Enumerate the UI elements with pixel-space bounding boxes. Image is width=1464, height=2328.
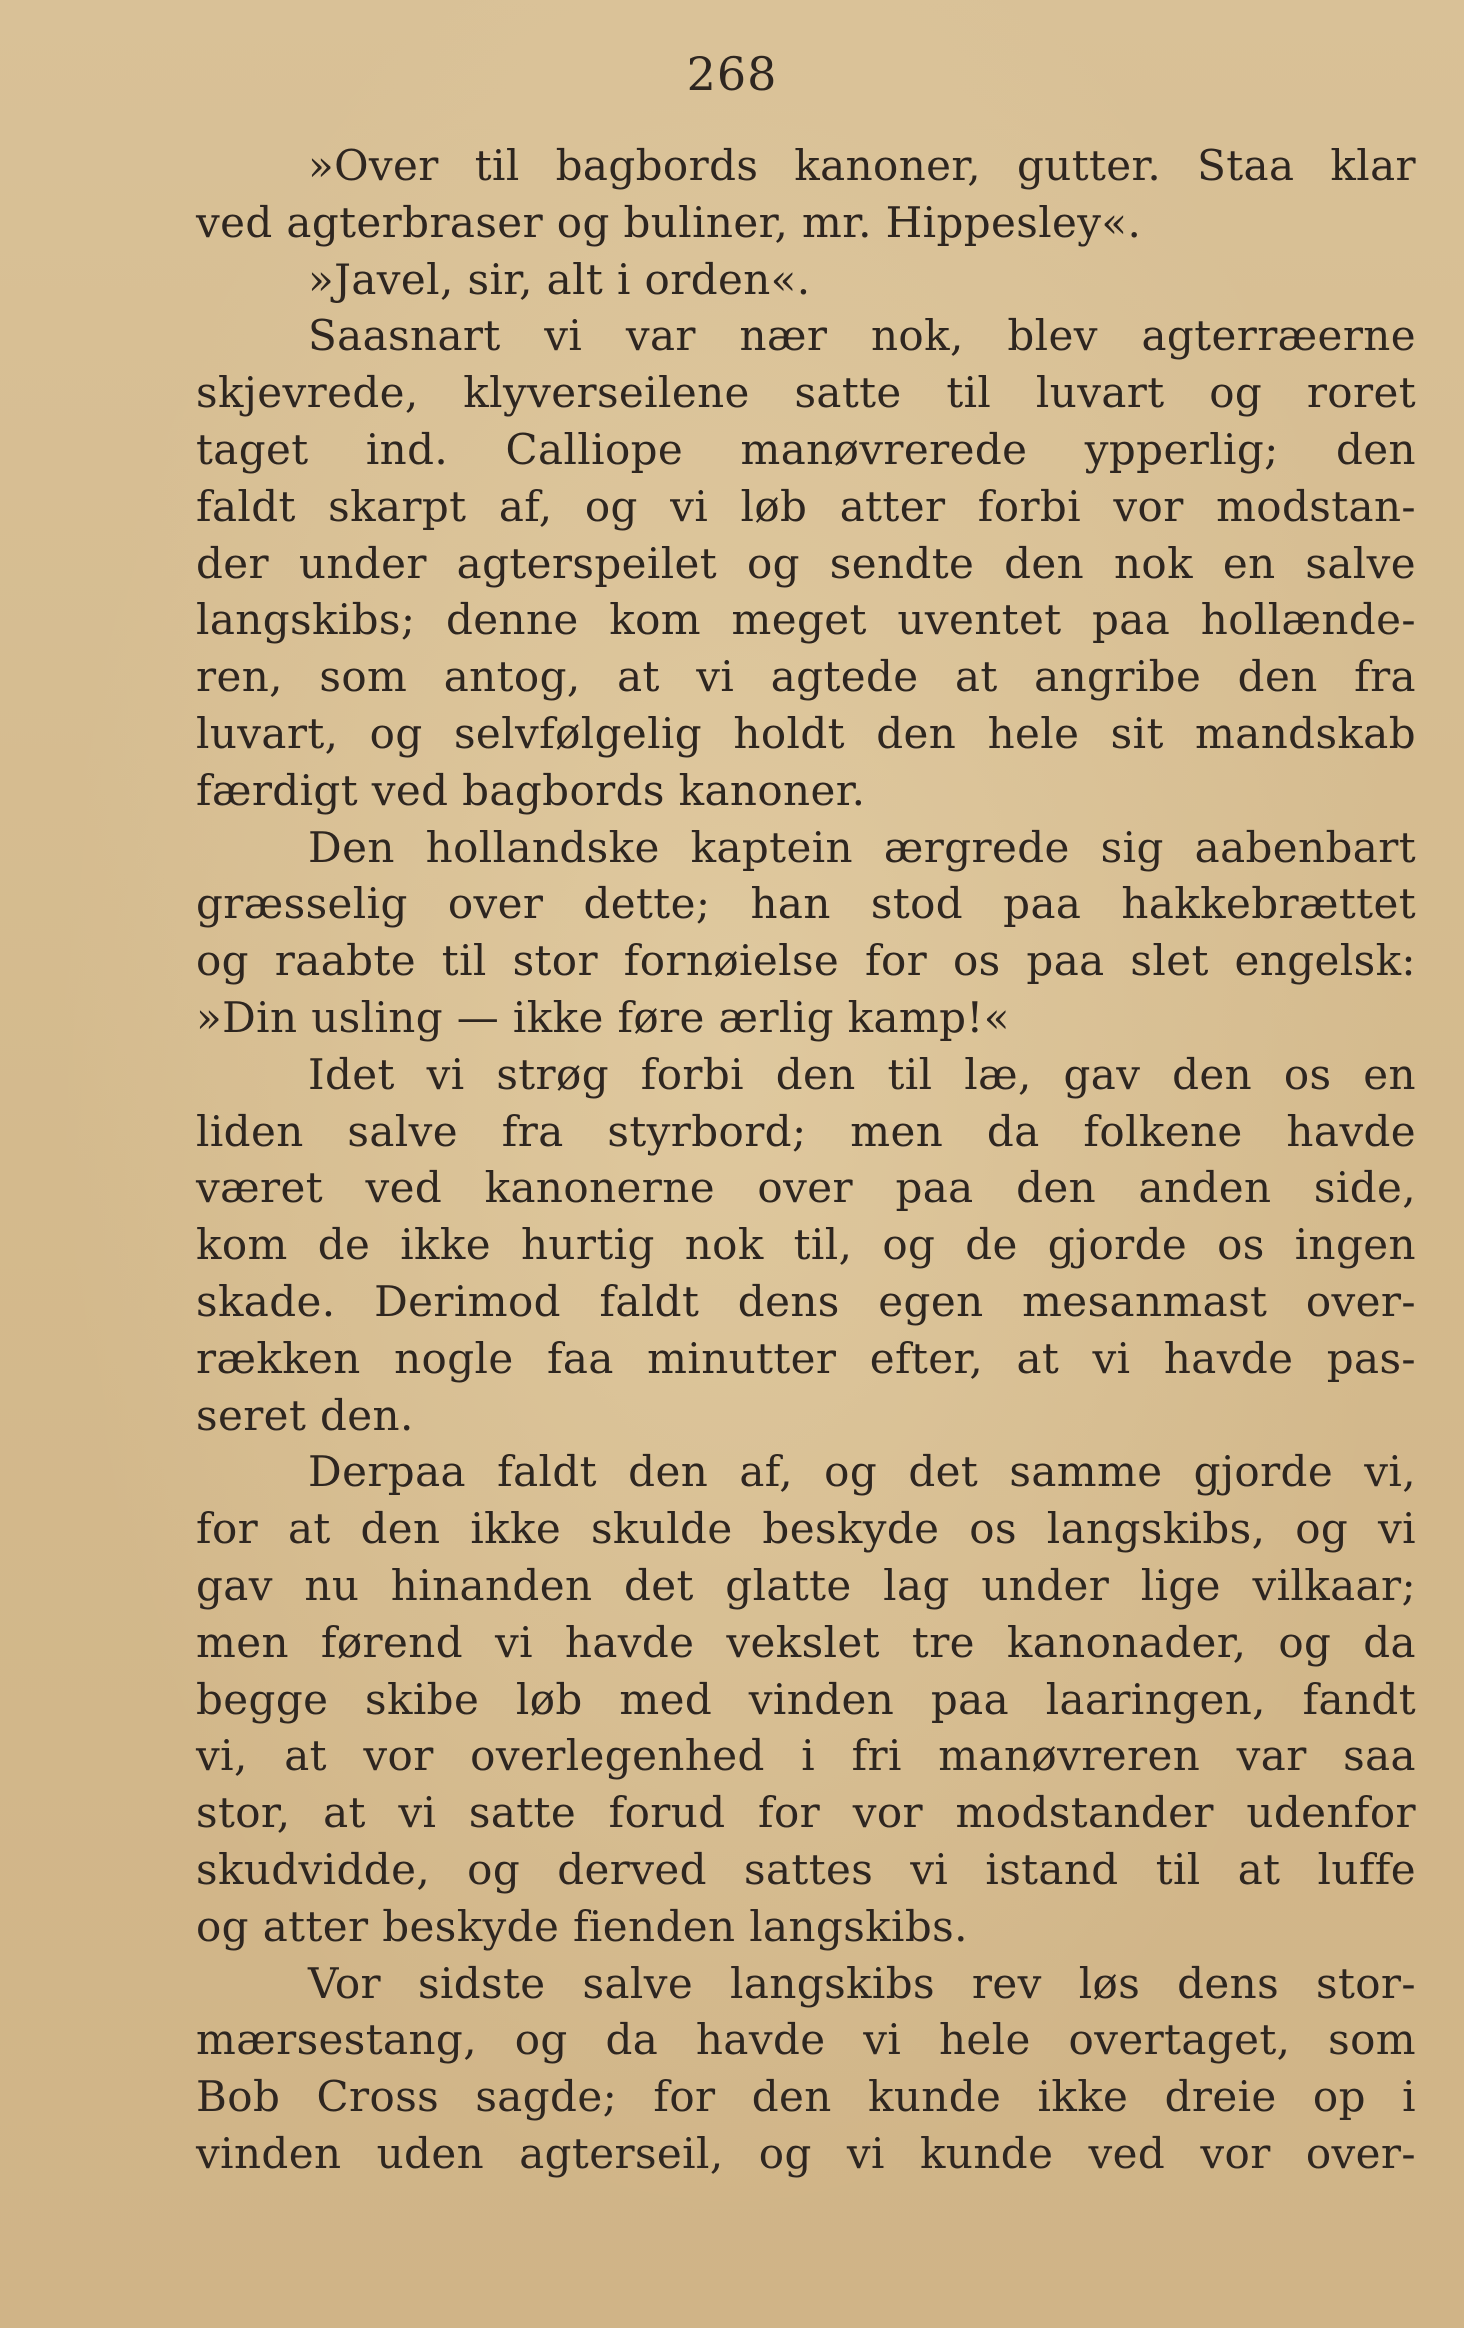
text-line: der under agterspeilet og sendte den nok en salve xyxy=(196,538,1416,588)
text-line: »Over til bagbords kanoner, gutter. Staa klar xyxy=(308,141,1416,190)
text-line: skade. Derimod faldt dens egen mesanmast over- xyxy=(196,1276,1416,1326)
text-line: ved agterbraser og buliner, mr. Hippesley«. xyxy=(196,197,1142,247)
text-line: »Javel, sir, alt i orden«. xyxy=(308,254,811,304)
text-line: taget ind. Calliope manøvrerede ypperlig; den xyxy=(196,424,1416,474)
text-line: ren, som antog, at vi agtede at angribe den fra xyxy=(196,652,1416,702)
text-line: begge skibe løb med vinden paa laaringen, fandt xyxy=(196,1674,1416,1724)
text-line: vinden uden agterseil, og vi kunde ved vor over- xyxy=(196,2128,1416,2178)
text-line: Bob Cross sagde; for den kunde ikke dreie op i xyxy=(196,2072,1416,2122)
text-line: vi, at vor overlegenhed i fri manøvreren var saa xyxy=(196,1731,1416,1781)
text-line: faldt skarpt af, og vi løb atter forbi vor modstan- xyxy=(196,481,1416,531)
text-line: Idet vi strøg forbi den til læ, gav den os en xyxy=(308,1049,1416,1099)
text-line: liden salve fra styrbord; men da folkene havde xyxy=(196,1106,1416,1156)
text-line: mærsestang, og da havde vi hele overtaget, som xyxy=(196,2015,1416,2065)
text-line: for at den ikke skulde beskyde os langskibs, og vi xyxy=(196,1504,1416,1554)
text-line: og atter beskyde fienden langskibs. xyxy=(196,1901,968,1951)
text-line: langskibs; denne kom meget uventet paa hollænde- xyxy=(196,595,1416,645)
text-line: gav nu hinanden det glatte lag under lige vilkaar; xyxy=(196,1560,1416,1610)
text-line: luvart, og selvfølgelig holdt den hele sit mandskab xyxy=(196,708,1416,758)
text-line: rækken nogle faa minutter efter, at vi havde pas- xyxy=(196,1333,1416,1383)
text-line: stor, at vi satte forud for vor modstander udenfor xyxy=(196,1788,1416,1838)
text-line: græsselig over dette; han stod paa hakkebrættet xyxy=(196,879,1416,929)
text-line: Den hollandske kaptein ærgrede sig aabenbart xyxy=(308,822,1416,872)
text-line: skjevrede, klyverseilene satte til luvart og roret xyxy=(196,368,1416,418)
text-line: seret den. xyxy=(196,1390,414,1440)
body-text xyxy=(196,138,1416,2183)
text-line: Saasnart vi var nær nok, blev agterræerne xyxy=(308,311,1416,361)
text-line: Vor sidste salve langskibs rev løs dens stor- xyxy=(308,1958,1416,2008)
text-line: »Din usling — ikke føre ærlig kamp!« xyxy=(196,992,1010,1042)
text-line: skudvidde, og derved sattes vi istand til at luffe xyxy=(196,1844,1416,1894)
text-line: men førend vi havde vekslet tre kanonader, og da xyxy=(196,1617,1416,1667)
text-line: færdigt ved bagbords kanoner. xyxy=(196,765,866,815)
text-line: og raabte til stor fornøielse for os paa slet engelsk: xyxy=(196,936,1416,986)
text-line: været ved kanonerne over paa den anden side, xyxy=(196,1163,1416,1213)
text-line: Derpaa faldt den af, og det samme gjorde vi, xyxy=(308,1447,1416,1497)
page-number: 268 xyxy=(686,47,778,101)
text-line: kom de ikke hurtig nok til, og de gjorde os ingen xyxy=(196,1220,1416,1270)
